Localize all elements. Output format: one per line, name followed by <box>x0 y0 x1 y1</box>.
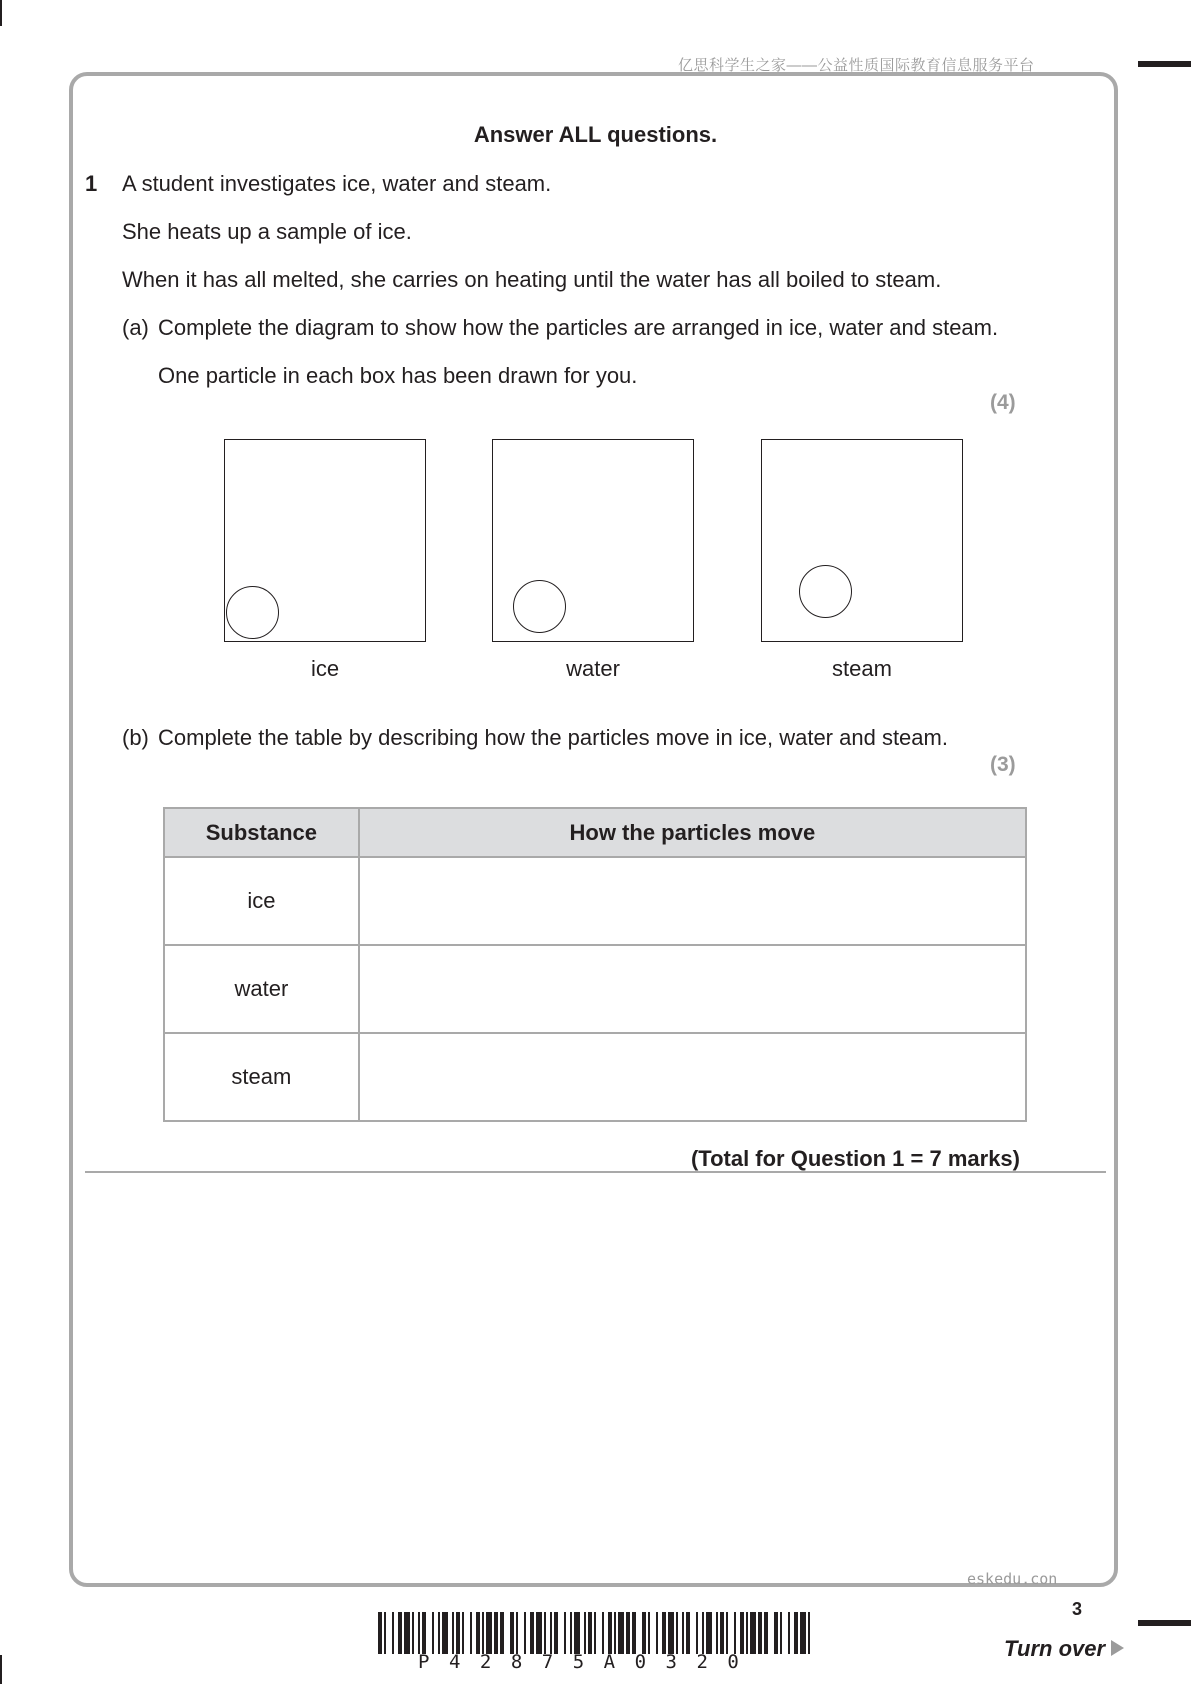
substance-cell-steam: steam <box>164 1033 359 1121</box>
question-line-1: A student investigates ice, water and steam. <box>122 171 552 196</box>
part-b-label: (b) <box>122 725 149 750</box>
part-b-marks: (3) <box>990 753 1016 776</box>
table-row <box>164 945 1026 1033</box>
water-particle <box>513 580 566 633</box>
crop-mark-bottom-left-v <box>0 1655 2 1684</box>
page-number: 3 <box>1072 1599 1083 1619</box>
part-a-text: Complete the diagram to show how the particles are arranged in ice, water and steam. <box>158 315 999 340</box>
crop-mark-bottom-right <box>1138 1620 1191 1626</box>
steam-particle <box>799 565 852 618</box>
question-line-3: When it has all melted, she carries on heating until the water has all boiled to steam. <box>122 267 942 292</box>
barcode-number: P42875A0320 <box>418 1651 759 1673</box>
part-a-label: (a) <box>122 315 149 340</box>
water-caption: water <box>566 656 620 681</box>
header-watermark: 亿思科学生之家——公益性质国际教育信息服务平台 <box>678 57 1035 74</box>
ice-box[interactable] <box>224 439 426 642</box>
barcode <box>378 1612 810 1654</box>
question-total: (Total for Question 1 = 7 marks) <box>690 1146 1020 1171</box>
header-how-particles-move: How the particles move <box>359 808 1026 857</box>
crop-mark-top-right <box>1138 61 1191 67</box>
turn-over-arrow-icon <box>1111 1640 1124 1656</box>
substance-cell-ice: ice <box>164 857 359 945</box>
particle-movement-table <box>163 807 1027 1122</box>
steam-caption: steam <box>832 656 892 681</box>
table-header-row <box>164 808 1026 857</box>
question-line-2: She heats up a sample of ice. <box>122 219 412 244</box>
steam-box[interactable] <box>761 439 963 642</box>
header-substance: Substance <box>164 808 359 857</box>
instruction-heading: Answer ALL questions. <box>473 122 718 147</box>
answer-cell-ice[interactable] <box>359 857 1026 945</box>
water-box[interactable] <box>492 439 694 642</box>
part-a-subtext: One particle in each box has been drawn for you. <box>158 363 638 388</box>
substance-cell-water: water <box>164 945 359 1033</box>
turn-over-label: Turn over <box>1004 1636 1106 1661</box>
table-row <box>164 857 1026 945</box>
ice-particle <box>226 586 279 639</box>
footer-site-watermark: eskedu.con <box>967 1570 1058 1588</box>
crop-mark-top-left-v <box>0 0 2 26</box>
ice-caption: ice <box>310 656 340 681</box>
answer-cell-water[interactable] <box>359 945 1026 1033</box>
answer-cell-steam[interactable] <box>359 1033 1026 1121</box>
part-b-text: Complete the table by describing how the particles move in ice, water and steam. <box>158 725 948 750</box>
question-number: 1 <box>85 171 98 196</box>
table-row <box>164 1033 1026 1121</box>
part-a-marks: (4) <box>990 391 1016 414</box>
question-divider <box>85 1171 1106 1173</box>
